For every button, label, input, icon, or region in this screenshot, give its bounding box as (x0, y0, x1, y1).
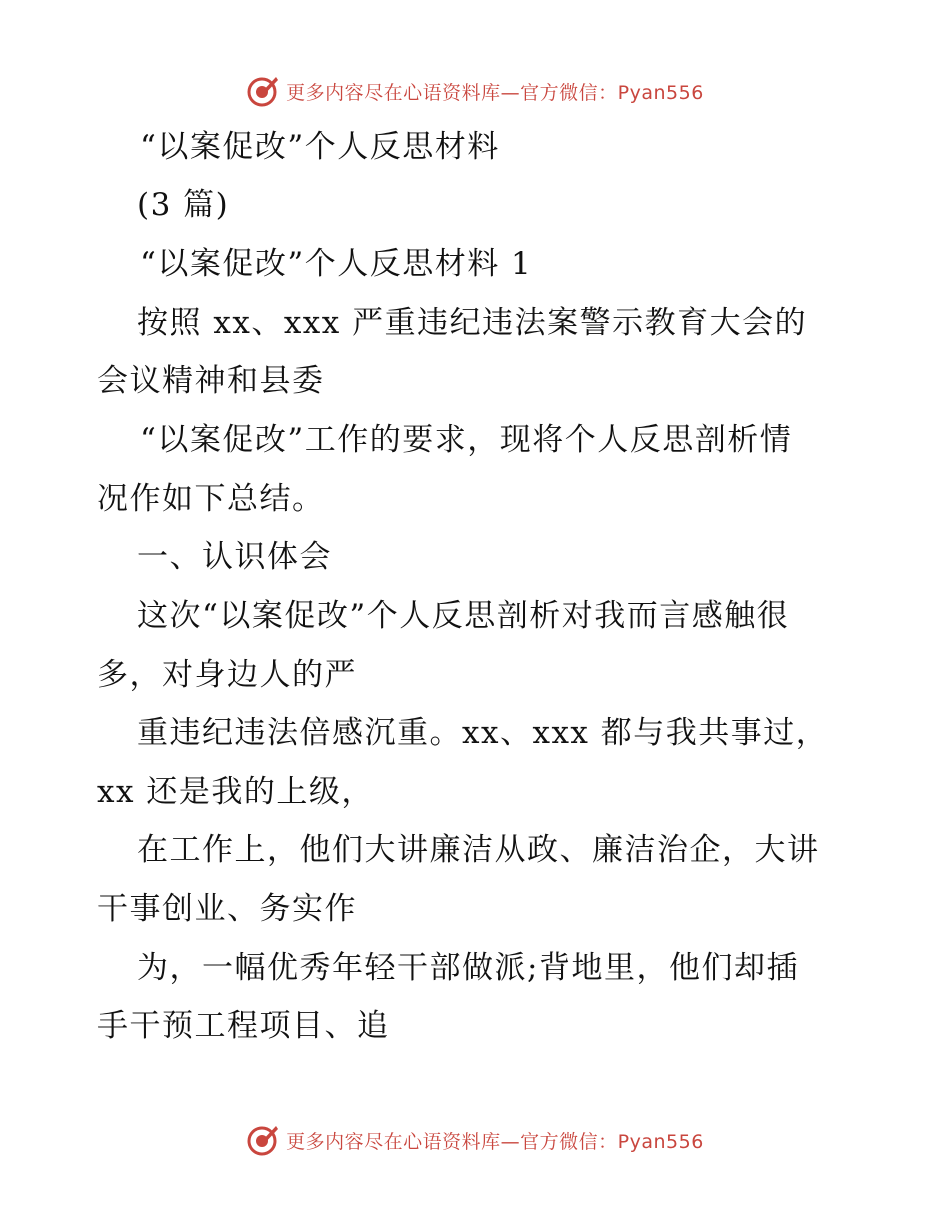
quill-logo-icon (246, 1123, 280, 1157)
doc-title: “以案促改”个人反思材料 (140, 129, 500, 165)
paragraph-line: 多，对身边人的严 (97, 657, 357, 693)
paragraph-line: 手干预工程项目、追 (97, 1008, 390, 1044)
paragraph-line: xx 还是我的上级， (97, 774, 374, 810)
doc-subtitle: (3 篇) (137, 187, 230, 223)
paragraph-line: 按照 xx、xxx 严重违纪违法案警示教育大会的 (137, 305, 808, 341)
section-heading: “以案促改”个人反思材料 1 (140, 246, 533, 282)
paragraph-line: 干事创业、务实作 (97, 891, 357, 927)
paragraph-line: 重违纪违法倍感沉重。xx、xxx 都与我共事过， (137, 715, 829, 751)
watermark-text: 更多内容尽在心语资料库—官方微信：Pyan556 (286, 1130, 704, 1153)
paragraph-line: 会议精神和县委 (97, 363, 325, 399)
paragraph-line: “以案促改”工作的要求，现将个人反思剖析情 (140, 422, 793, 458)
watermark-banner-bottom (0, 1120, 950, 1160)
watermark-banner-top (0, 71, 950, 111)
subsection-heading: 一、认识体会 (137, 539, 332, 575)
paragraph-line: 为，一幅优秀年轻干部做派;背地里，他们却插 (137, 950, 799, 986)
quill-logo-icon (246, 74, 280, 108)
paragraph-line: 这次“以案促改”个人反思剖析对我而言感触很 (137, 598, 790, 634)
paragraph-line: 在工作上，他们大讲廉洁从政、廉洁治企，大讲 (137, 832, 820, 868)
paragraph-line: 况作如下总结。 (97, 481, 325, 517)
watermark-text: 更多内容尽在心语资料库—官方微信：Pyan556 (286, 81, 704, 104)
